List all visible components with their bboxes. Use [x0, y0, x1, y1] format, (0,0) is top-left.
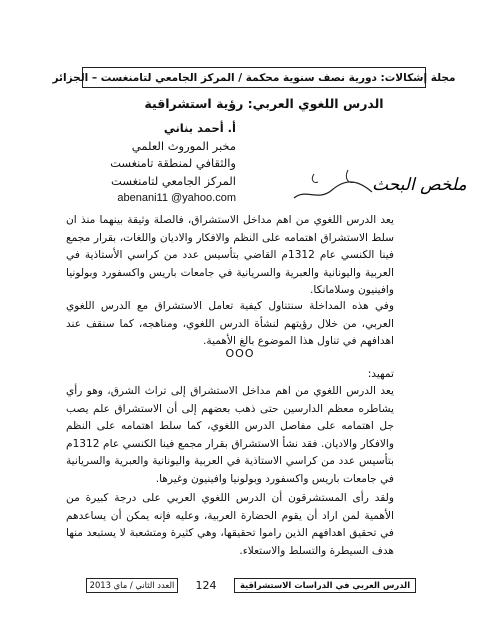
- author-affiliation-2: والثقافي لمنطقة تامنغست: [110, 156, 236, 170]
- author-affiliation-3: المركز الجامعي لتامنغست: [111, 173, 236, 188]
- abstract-heading: ملخص البحث: [372, 175, 467, 195]
- author-email: abenani11 @yahoo.com: [117, 192, 236, 204]
- article-title: الدرس اللغوي العربي: رؤية استشراقية: [144, 96, 384, 111]
- intro-paragraph-1: يعد الدرس اللغوي من اهم مداخل الاستشراق إلى تراث الشرق، وهو رأي يشاطره معظم الدارسين حتى ذهب بعضهم إلى أن الاستشراق علم يصب جل اهتمامه على مفاصل الدرس اللغوي، كما سلط اهتمامه على النظم والافكار والاديان. فقد نشأ الاستشراق بقرار مجمع فينا الكنسي عام 1312م بتأسيس عدد من كراسي الاستاذية في العربية واليونانية والعبرية والسريانية في جامعات باريس واكسفورد وبولونيا وافينيون وغيرها.: [66, 385, 394, 485]
- page-number: 124: [195, 578, 217, 592]
- author-affiliation-1: مخبر الموروث العلمي: [131, 138, 236, 153]
- footer-issue: العدد الثاني / ماي 2013: [86, 578, 178, 593]
- abstract-paragraph-2: وفي هذه المداخلة سنتناول كيفية تعامل الاستشراق مع الدرس اللغوي العربي، من خلال رؤيتهم لنشأة الدرس اللغوي، ومناهجه، كما سنقف عند اهدافهم في تناول هذا الموضوع بالغ الأهمية.: [66, 300, 394, 348]
- running-header-text: مجلة إشكالات: دورية نصف سنوية محكمة / المركز الجامعي لتامنغست – الجزائر: [52, 71, 456, 84]
- abstract-heading-calligraphy: [288, 160, 467, 208]
- footer-section-title: الدرس العربي في الدراسات الاستشراقية: [234, 578, 416, 593]
- author-name: أ. أحمد بناني: [163, 121, 236, 135]
- abstract-paragraph-1: يعد الدرس اللغوي من اهم مداخل الاستشراق، فالصلة وثيقة بينهما منذ ان سلط الاستشراق اهتمامه على النظم والافكار والاديان واللغات، بقرار مجمع فينا الكنسي عام 1312م القاضي بتأسيس عدد من كراسي الأستاذية في العربية واليونانية والعبرية والسريانية في جامعات باريس واكسفورد وبولونيا وافينيون وسلامانكا.: [66, 214, 394, 297]
- intro-label: تمهيد:: [367, 368, 394, 380]
- author-block: [96, 120, 236, 208]
- abstract-heading-calligraphy-icon: [288, 160, 467, 208]
- section-separator: OOO: [225, 347, 255, 360]
- running-header: [52, 67, 456, 88]
- intro-paragraph-2: ولقد رأى المستشرقون أن الدرس اللغوي العربي على درجة كبيرة من الأهمية لمن اراد أن يقوم الحضارة العربية، وعليه فإنه يمكن أن يساعدهم في تحقيق اهدافهم الذين راموا تحقيقها، وهي كثيرة ومتشعبة لا يستبعد منها هدف السيطرة والتسلط والاستعلاء.: [66, 492, 394, 557]
- page-footer: [86, 575, 416, 595]
